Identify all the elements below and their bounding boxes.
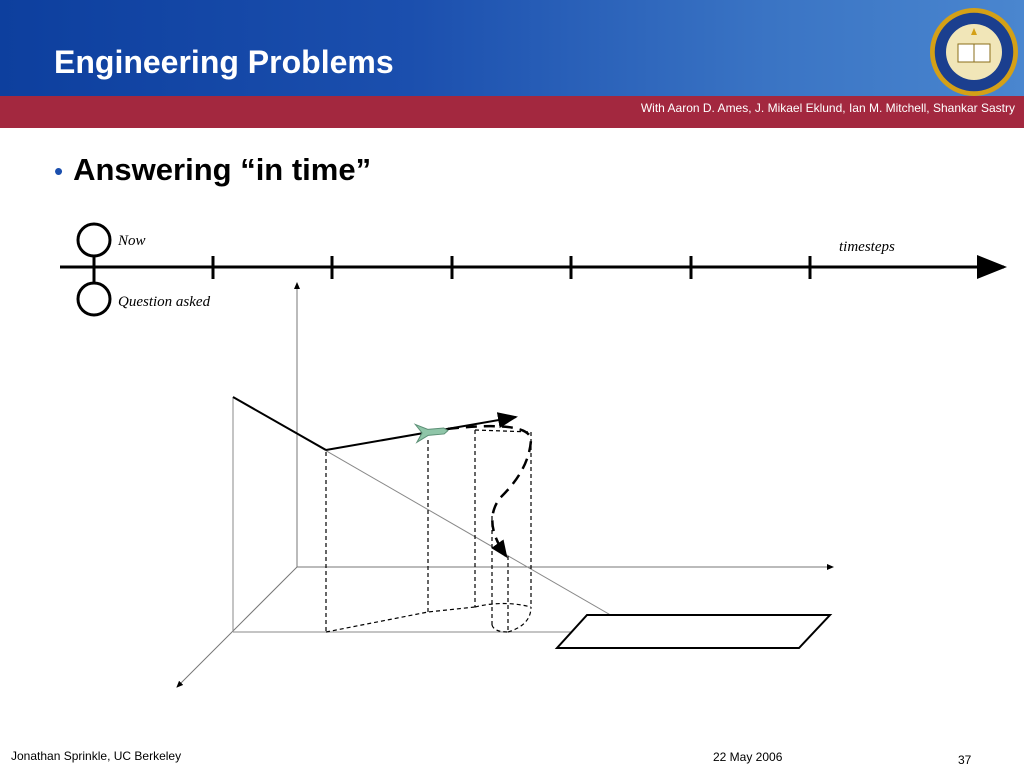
aircraft-icon [415, 422, 448, 443]
target-region [557, 615, 830, 648]
now-marker [78, 224, 110, 256]
bullet-text: Answering “in time” [73, 152, 372, 187]
page-number: 37 [958, 753, 972, 767]
footer-author: Jonathan Sprinkle, UC Berkeley [11, 749, 182, 763]
timesteps-label: timesteps [839, 239, 895, 255]
predicted-path [430, 426, 531, 556]
depth-axis [177, 567, 297, 687]
trajectory [233, 397, 531, 556]
timeline [60, 224, 1004, 315]
footer-date: 22 May 2006 [713, 750, 783, 764]
question-asked-label: Question asked [118, 294, 211, 310]
now-label: Now [118, 233, 146, 249]
credits-text: With Aaron D. Ames, J. Mikael Eklund, Ian M. Mitchell, Shankar Sastry [640, 101, 1015, 115]
bullet-dot: • [54, 156, 64, 186]
slide-title: Engineering Problems [54, 44, 394, 80]
projection-lines [326, 430, 531, 632]
question-marker [78, 283, 110, 315]
